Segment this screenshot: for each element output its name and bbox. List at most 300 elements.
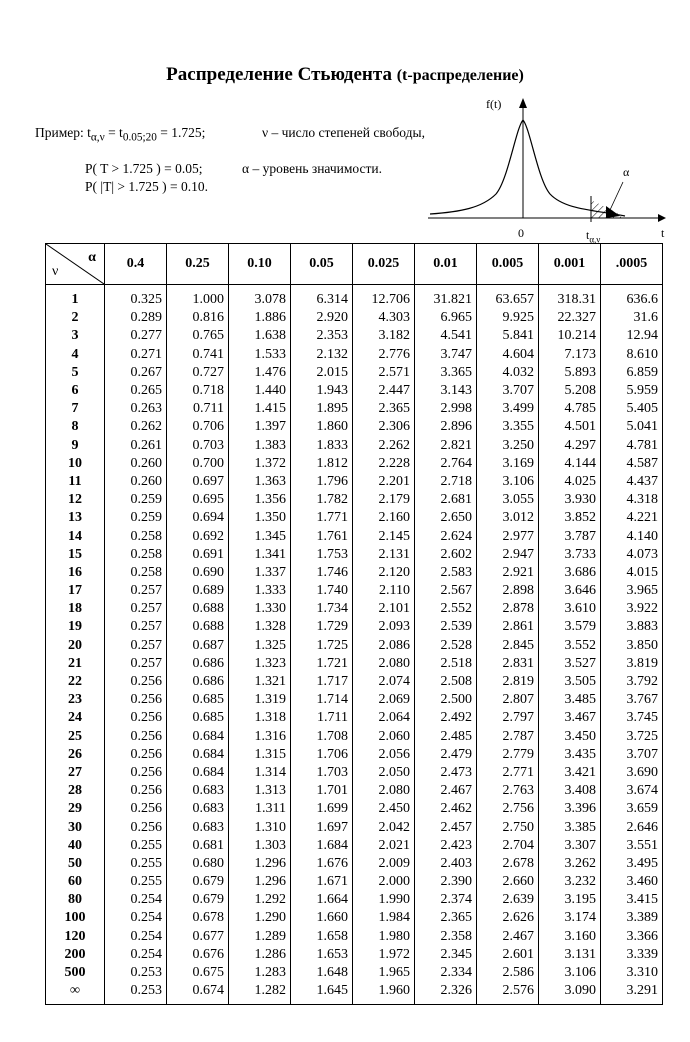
critical-value-cell: 3.365 [415,364,477,382]
critical-value-cell: 3.850 [601,637,663,655]
degrees-of-freedom-cell: 21 [46,655,105,673]
critical-value-cell: 0.675 [167,964,229,982]
example-sub-1: α,ν [90,131,105,144]
table-row [46,455,663,473]
critical-value-cell: 12.706 [353,285,415,310]
critical-value-cell: 2.518 [415,655,477,673]
critical-value-cell: 3.262 [539,855,601,873]
critical-value-cell: 4.297 [539,437,601,455]
critical-value-cell: 2.423 [415,837,477,855]
critical-value-cell: 2.353 [291,327,353,345]
column-header: 0.10 [229,244,291,285]
critical-value-cell: 31.6 [601,309,663,327]
critical-value-cell: 5.405 [601,400,663,418]
table-row [46,400,663,418]
degrees-of-freedom-cell: 10 [46,455,105,473]
critical-value-cell: 5.959 [601,382,663,400]
degrees-of-freedom-cell: ∞ [46,982,105,1005]
table-row [46,600,663,618]
critical-value-cell: 3.106 [477,473,539,491]
table-body [46,285,663,1005]
critical-value-cell: 0.261 [105,437,167,455]
critical-value-cell: 2.646 [601,818,663,836]
critical-value-cell: 0.258 [105,564,167,582]
critical-value-cell: 1.319 [229,691,291,709]
critical-value-cell: 1.980 [353,928,415,946]
critical-value-cell: 2.797 [477,709,539,727]
critical-value-cell: 1.753 [291,546,353,564]
critical-value-cell: 0.687 [167,637,229,655]
table-row [46,546,663,564]
critical-value-cell: 3.460 [601,873,663,891]
critical-value-cell: 1.321 [229,673,291,691]
table-row [46,946,663,964]
critical-value-cell: 3.421 [539,764,601,782]
degrees-of-freedom-cell: 1 [46,285,105,310]
critical-value-cell: 1.860 [291,418,353,436]
alpha-label: α [623,165,630,179]
x-axis-arrow [658,214,666,222]
degrees-of-freedom-cell: 50 [46,855,105,873]
critical-value-cell: 2.920 [291,309,353,327]
critical-value-cell: 1.984 [353,909,415,927]
critical-value-cell: 2.576 [477,982,539,1005]
critical-value-cell: 1.000 [167,285,229,310]
critical-value-cell: 1.761 [291,527,353,545]
critical-value-cell: 2.479 [415,746,477,764]
critical-value-cell: 3.792 [601,673,663,691]
critical-value-cell: 1.363 [229,473,291,491]
critical-value-cell: 1.296 [229,855,291,873]
critical-value-cell: 0.254 [105,891,167,909]
critical-value-cell: 2.050 [353,764,415,782]
degrees-of-freedom-cell: 200 [46,946,105,964]
table-row [46,691,663,709]
table-row [46,764,663,782]
critical-value-cell: 2.896 [415,418,477,436]
page-title [0,64,690,86]
column-header: 0.005 [477,244,539,285]
critical-value-cell: 2.650 [415,509,477,527]
critical-value-cell: 4.221 [601,509,663,527]
critical-value-cell: 1.653 [291,946,353,964]
critical-value-cell: 1.782 [291,491,353,509]
critical-value-cell: 0.260 [105,455,167,473]
table-header-row [46,244,663,285]
degrees-of-freedom-cell: 40 [46,837,105,855]
critical-value-cell: 1.337 [229,564,291,582]
critical-value-cell: 2.403 [415,855,477,873]
critical-value-cell: 0.256 [105,746,167,764]
critical-value-cell: 2.374 [415,891,477,909]
critical-value-cell: 3.485 [539,691,601,709]
critical-value-cell: 2.131 [353,546,415,564]
critical-value-cell: 1.282 [229,982,291,1005]
critical-value-cell: 2.492 [415,709,477,727]
critical-value-cell: 1.660 [291,909,353,927]
critical-value-cell: 2.467 [415,782,477,800]
example-line-1 [35,125,205,144]
critical-value-cell: 1.645 [291,982,353,1005]
critical-value-cell: 0.256 [105,673,167,691]
critical-value-cell: 2.080 [353,782,415,800]
table-row [46,437,663,455]
critical-value-cell: 0.765 [167,327,229,345]
critical-value-cell: 0.277 [105,327,167,345]
critical-value-cell: 1.711 [291,709,353,727]
critical-value-cell: 2.262 [353,437,415,455]
critical-value-cell: 3.078 [229,285,291,310]
critical-value-cell: 2.601 [477,946,539,964]
critical-value-cell: 2.750 [477,818,539,836]
critical-value-cell: 0.289 [105,309,167,327]
critical-value-cell: 1.286 [229,946,291,964]
table-row [46,964,663,982]
critical-value-cell: 2.080 [353,655,415,673]
critical-value-cell: 0.259 [105,491,167,509]
critical-value-cell: 4.501 [539,418,601,436]
critical-value-cell: 4.604 [477,346,539,364]
critical-value-cell: 2.845 [477,637,539,655]
corner-nu: ν [52,264,59,279]
table-row [46,837,663,855]
column-header: 0.001 [539,244,601,285]
critical-value-cell: 0.692 [167,527,229,545]
critical-value-cell: 2.015 [291,364,353,382]
critical-value-cell: 3.232 [539,873,601,891]
example-value: = 1.725; [156,125,206,140]
critical-value-cell: 3.819 [601,655,663,673]
critical-value-cell: 2.807 [477,691,539,709]
degrees-of-freedom-cell: 29 [46,800,105,818]
tick-label-main: t [586,228,590,242]
table-row [46,327,663,345]
table-row [46,473,663,491]
degrees-of-freedom-cell: 6 [46,382,105,400]
critical-value-cell: 4.785 [539,400,601,418]
critical-value-cell: 2.086 [353,637,415,655]
alpha-pointer [610,182,623,210]
table-row [46,655,663,673]
critical-value-cell: 0.260 [105,473,167,491]
critical-value-cell: 1.303 [229,837,291,855]
degrees-of-freedom-cell: 12 [46,491,105,509]
column-header: 0.01 [415,244,477,285]
critical-value-cell: 1.350 [229,509,291,527]
critical-value-cell: 2.326 [415,982,477,1005]
degrees-of-freedom-cell: 18 [46,600,105,618]
critical-value-cell: 2.977 [477,527,539,545]
critical-value-cell: 1.533 [229,346,291,364]
degrees-of-freedom-cell: 14 [46,527,105,545]
corner-cell [46,244,105,285]
critical-value-cell: 2.056 [353,746,415,764]
critical-value-cell: 3.055 [477,491,539,509]
critical-value-cell: 3.745 [601,709,663,727]
degrees-of-freedom-cell: 13 [46,509,105,527]
t-distribution-table [45,243,663,1005]
corner-alpha: α [88,250,96,265]
critical-value-cell: 2.861 [477,618,539,636]
critical-value-cell: 2.334 [415,964,477,982]
critical-value-cell: 2.132 [291,346,353,364]
critical-value-cell: 2.764 [415,455,477,473]
degrees-of-freedom-cell: 8 [46,418,105,436]
critical-value-cell: 2.528 [415,637,477,655]
critical-value-cell: 0.325 [105,285,167,310]
critical-value-cell: 2.500 [415,691,477,709]
column-header: .0005 [601,244,663,285]
degrees-of-freedom-cell: 16 [46,564,105,582]
critical-value-cell: 2.779 [477,746,539,764]
critical-value-cell: 0.695 [167,491,229,509]
tick-label-sub: α,ν [589,234,601,245]
critical-value-cell: 3.733 [539,546,601,564]
critical-value-cell: 0.257 [105,618,167,636]
table-row [46,618,663,636]
critical-value-cell: 0.254 [105,928,167,946]
critical-value-cell: 3.355 [477,418,539,436]
critical-value-cell: 3.852 [539,509,601,527]
table-row [46,637,663,655]
critical-value-cell: 3.415 [601,891,663,909]
critical-value-cell: 0.683 [167,800,229,818]
critical-value-cell: 2.571 [353,364,415,382]
table-row [46,382,663,400]
critical-value-cell: 2.639 [477,891,539,909]
critical-value-cell: 0.681 [167,837,229,855]
table-row [46,746,663,764]
table-row [46,564,663,582]
critical-value-cell: 0.267 [105,364,167,382]
origin-label: 0 [518,226,524,240]
critical-value-cell: 2.120 [353,564,415,582]
critical-value-cell: 2.358 [415,928,477,946]
critical-value-cell: 0.703 [167,437,229,455]
critical-value-cell: 2.228 [353,455,415,473]
critical-value-cell: 2.306 [353,418,415,436]
critical-value-cell: 1.812 [291,455,353,473]
critical-value-cell: 3.610 [539,600,601,618]
critical-value-cell: 1.664 [291,891,353,909]
critical-value-cell: 1.328 [229,618,291,636]
critical-value-cell: 2.069 [353,691,415,709]
critical-value-cell: 2.462 [415,800,477,818]
critical-value-cell: 0.254 [105,946,167,964]
critical-value-cell: 0.697 [167,473,229,491]
critical-value-cell: 2.819 [477,673,539,691]
critical-value-cell: 0.256 [105,709,167,727]
critical-value-cell: 1.895 [291,400,353,418]
critical-value-cell: 0.257 [105,637,167,655]
critical-value-cell: 3.182 [353,327,415,345]
degrees-of-freedom-cell: 23 [46,691,105,709]
column-header: 0.05 [291,244,353,285]
critical-value-cell: 1.296 [229,873,291,891]
critical-value-cell: 3.366 [601,928,663,946]
degrees-of-freedom-cell: 27 [46,764,105,782]
critical-value-cell: 2.450 [353,800,415,818]
critical-value-cell: 0.689 [167,582,229,600]
critical-value-cell: 4.318 [601,491,663,509]
table-row [46,800,663,818]
critical-value-cell: 2.021 [353,837,415,855]
critical-value-cell: 2.074 [353,673,415,691]
critical-value-cell: 3.339 [601,946,663,964]
critical-value-cell: 2.583 [415,564,477,582]
critical-value-cell: 2.552 [415,600,477,618]
critical-value-cell: 0.262 [105,418,167,436]
critical-value-cell: 0.255 [105,855,167,873]
critical-value-cell: 3.725 [601,728,663,746]
critical-value-cell: 0.684 [167,746,229,764]
critical-value-cell: 2.678 [477,855,539,873]
degrees-of-freedom-cell: 9 [46,437,105,455]
critical-value-cell: 12.94 [601,327,663,345]
critical-value-cell: 1.701 [291,782,353,800]
critical-value-cell: 0.694 [167,509,229,527]
critical-value-cell: 1.356 [229,491,291,509]
critical-value-cell: 2.365 [353,400,415,418]
critical-value-cell: 0.691 [167,546,229,564]
critical-value-cell: 3.659 [601,800,663,818]
critical-value-cell: 2.681 [415,491,477,509]
critical-value-cell: 0.711 [167,400,229,418]
critical-value-cell: 1.676 [291,855,353,873]
critical-value-cell: 6.965 [415,309,477,327]
critical-value-cell: 1.725 [291,637,353,655]
critical-value-cell: 2.602 [415,546,477,564]
critical-value-cell: 0.676 [167,946,229,964]
critical-value-cell: 10.214 [539,327,601,345]
critical-value-cell: 4.587 [601,455,663,473]
critical-value-cell: 1.990 [353,891,415,909]
degrees-of-freedom-cell: 60 [46,873,105,891]
degrees-of-freedom-cell: 15 [46,546,105,564]
critical-value-cell: 2.110 [353,582,415,600]
critical-value-cell: 0.688 [167,600,229,618]
degrees-of-freedom-cell: 4 [46,346,105,364]
critical-value-cell: 3.707 [477,382,539,400]
critical-value-cell: 0.677 [167,928,229,946]
critical-value-cell: 1.965 [353,964,415,982]
critical-value-cell: 4.073 [601,546,663,564]
degrees-of-freedom-cell: 2 [46,309,105,327]
critical-value-cell: 0.679 [167,873,229,891]
critical-value-cell: 1.289 [229,928,291,946]
critical-value-cell: 3.922 [601,600,663,618]
critical-value-cell: 1.325 [229,637,291,655]
degrees-of-freedom-cell: 500 [46,964,105,982]
critical-value-cell: 1.886 [229,309,291,327]
critical-value-cell: 4.437 [601,473,663,491]
table-row [46,909,663,927]
critical-value-cell: 0.683 [167,782,229,800]
critical-value-cell: 1.740 [291,582,353,600]
critical-value-cell: 1.943 [291,382,353,400]
critical-value-cell: 0.271 [105,346,167,364]
critical-value-cell: 1.746 [291,564,353,582]
critical-value-cell: 3.450 [539,728,601,746]
critical-value-cell: 3.160 [539,928,601,946]
table-row [46,873,663,891]
table-row [46,309,663,327]
example-line-2: P( T > 1.725 ) = 0.05; [85,161,203,176]
critical-value-cell: 2.345 [415,946,477,964]
critical-value-cell: 2.831 [477,655,539,673]
critical-value-cell: 3.499 [477,400,539,418]
density-figure [420,92,670,245]
critical-value-cell: 3.090 [539,982,601,1005]
critical-value-cell: 0.679 [167,891,229,909]
critical-value-cell: 1.833 [291,437,353,455]
critical-value-cell: 1.708 [291,728,353,746]
critical-value-cell: 0.256 [105,818,167,836]
critical-value-cell: 0.257 [105,600,167,618]
critical-value-cell: 2.447 [353,382,415,400]
critical-value-cell: 5.041 [601,418,663,436]
critical-value-cell: 2.508 [415,673,477,691]
critical-value-cell: 7.173 [539,346,601,364]
title-sub: (t-распределение) [396,67,524,84]
critical-value-cell: 0.259 [105,509,167,527]
table-row [46,285,663,310]
example-prefix: Пример: t [35,125,91,140]
critical-value-cell: 3.195 [539,891,601,909]
column-header: 0.25 [167,244,229,285]
critical-value-cell: 1.316 [229,728,291,746]
critical-value-cell: 2.921 [477,564,539,582]
critical-value-cell: 0.718 [167,382,229,400]
critical-value-cell: 0.265 [105,382,167,400]
critical-value-cell: 2.101 [353,600,415,618]
critical-value-cell: 3.579 [539,618,601,636]
y-axis-arrow [519,98,527,108]
critical-value-cell: 3.707 [601,746,663,764]
degrees-of-freedom-cell: 30 [46,818,105,836]
critical-value-cell: 2.947 [477,546,539,564]
critical-value-cell: 2.009 [353,855,415,873]
critical-value-cell: 3.291 [601,982,663,1005]
critical-value-cell: 1.330 [229,600,291,618]
critical-value-cell: 0.256 [105,764,167,782]
critical-value-cell: 1.972 [353,946,415,964]
critical-value-cell: 3.307 [539,837,601,855]
critical-value-cell: 2.201 [353,473,415,491]
critical-value-cell: 1.310 [229,818,291,836]
critical-value-cell: 3.965 [601,582,663,600]
critical-value-cell: 3.883 [601,618,663,636]
critical-value-cell: 0.816 [167,309,229,327]
critical-value-cell: 1.372 [229,455,291,473]
degrees-of-freedom-cell: 100 [46,909,105,927]
critical-value-cell: 1.703 [291,764,353,782]
critical-value-cell: 2.042 [353,818,415,836]
critical-value-cell: 1.714 [291,691,353,709]
critical-value-cell: 1.960 [353,982,415,1005]
critical-value-cell: 3.106 [539,964,601,982]
critical-value-cell: 3.495 [601,855,663,873]
critical-value-cell: 5.841 [477,327,539,345]
table-row [46,818,663,836]
critical-value-cell: 1.706 [291,746,353,764]
critical-value-cell: 0.706 [167,418,229,436]
critical-value-cell: 3.552 [539,637,601,655]
table-row [46,509,663,527]
degrees-of-freedom-cell: 5 [46,364,105,382]
critical-value-cell: 3.674 [601,782,663,800]
critical-value-cell: 2.718 [415,473,477,491]
